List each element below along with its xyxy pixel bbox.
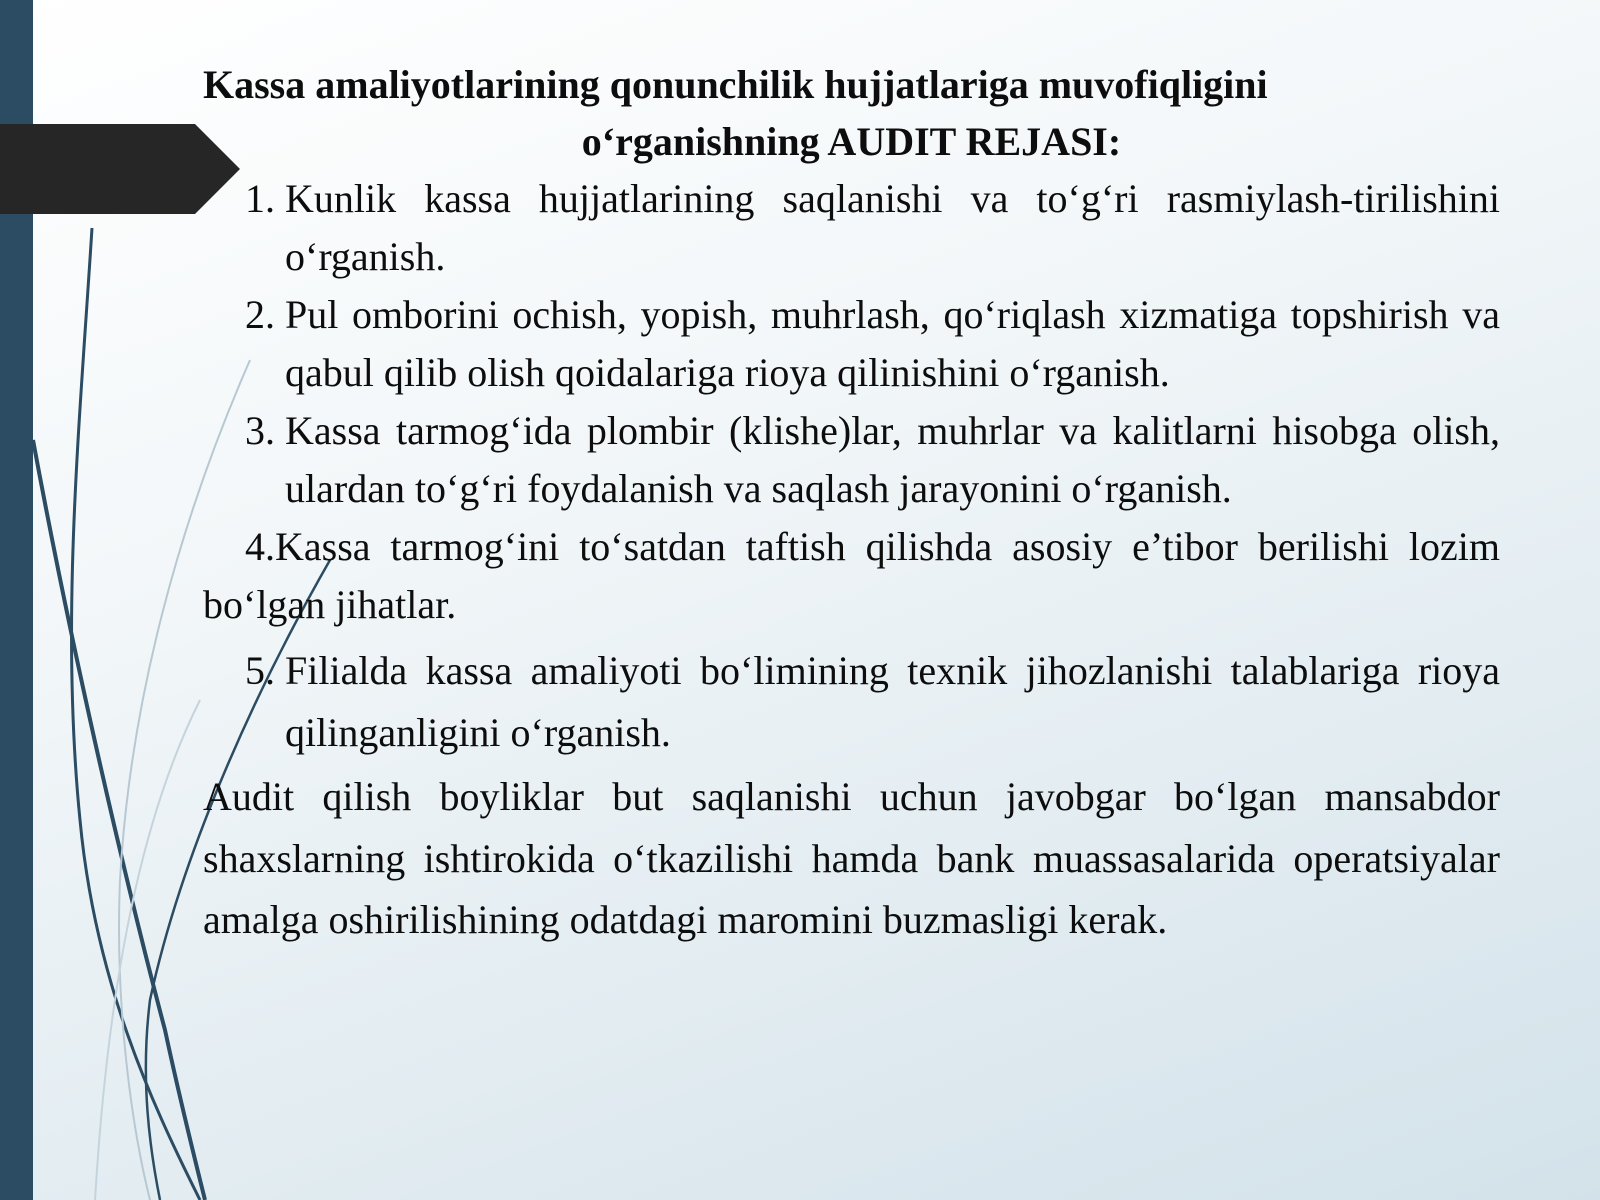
- title-line-2: o‘rganishning AUDIT REJASI:: [581, 119, 1122, 164]
- list-item-number: 2.: [245, 292, 275, 337]
- slide-title: [203, 56, 1500, 170]
- list-item: [203, 518, 1500, 634]
- closing-paragraph: Audit qilish boyliklar but saqlanishi uchun javobgar bo‘lgan mansabdor shaxslarning ishtirokida o‘tkazilishi hamda bank muassasalarida operatsiyalar amalga oshirilishining odatdagi maromini buzmasligi kerak.: [203, 774, 1500, 942]
- list-item-number: 4.: [245, 524, 275, 569]
- title-line-1: Kassa amaliyotlarining qonunchilik hujjatlariga muvofiqligini: [203, 62, 1268, 107]
- slide-content: [203, 56, 1500, 951]
- list-item-number: 5.: [245, 648, 275, 693]
- list-item: [203, 170, 1500, 286]
- list-item-text: Kassa tarmog‘ida plombir (klishe)lar, muhrlar va kalitlarni hisobga olish, ulardan to‘g‘ri foydalanish va saqlash jarayonini o‘rganish.: [285, 408, 1500, 511]
- list-item: [203, 640, 1500, 764]
- list-item-text: Pul omborini ochish, yopish, muhrlash, qo‘riqlash xizmatiga topshirish va qabul qilib olish qoidalariga rioya qilinishini o‘rganish.: [285, 292, 1500, 395]
- list-item-text: Filialda kassa amaliyoti bo‘limining texnik jihozlanishi talablariga rioya qilinganligini o‘rganish.: [285, 648, 1500, 755]
- list-item-number: 1.: [245, 176, 275, 221]
- list-item-text: Kassa tarmog‘ini to‘satdan taftish qilishda asosiy e’tibor berilishi lozim bo‘lgan jihatlar.: [203, 524, 1500, 627]
- list-item: [203, 402, 1500, 518]
- list-item: [203, 286, 1500, 402]
- list-item-text: Kunlik kassa hujjatlarining saqlanishi va to‘g‘ri rasmiylash-tirilishini o‘rganish.: [285, 176, 1500, 279]
- list-item-number: 3.: [245, 408, 275, 453]
- audit-plan-list: [203, 170, 1500, 764]
